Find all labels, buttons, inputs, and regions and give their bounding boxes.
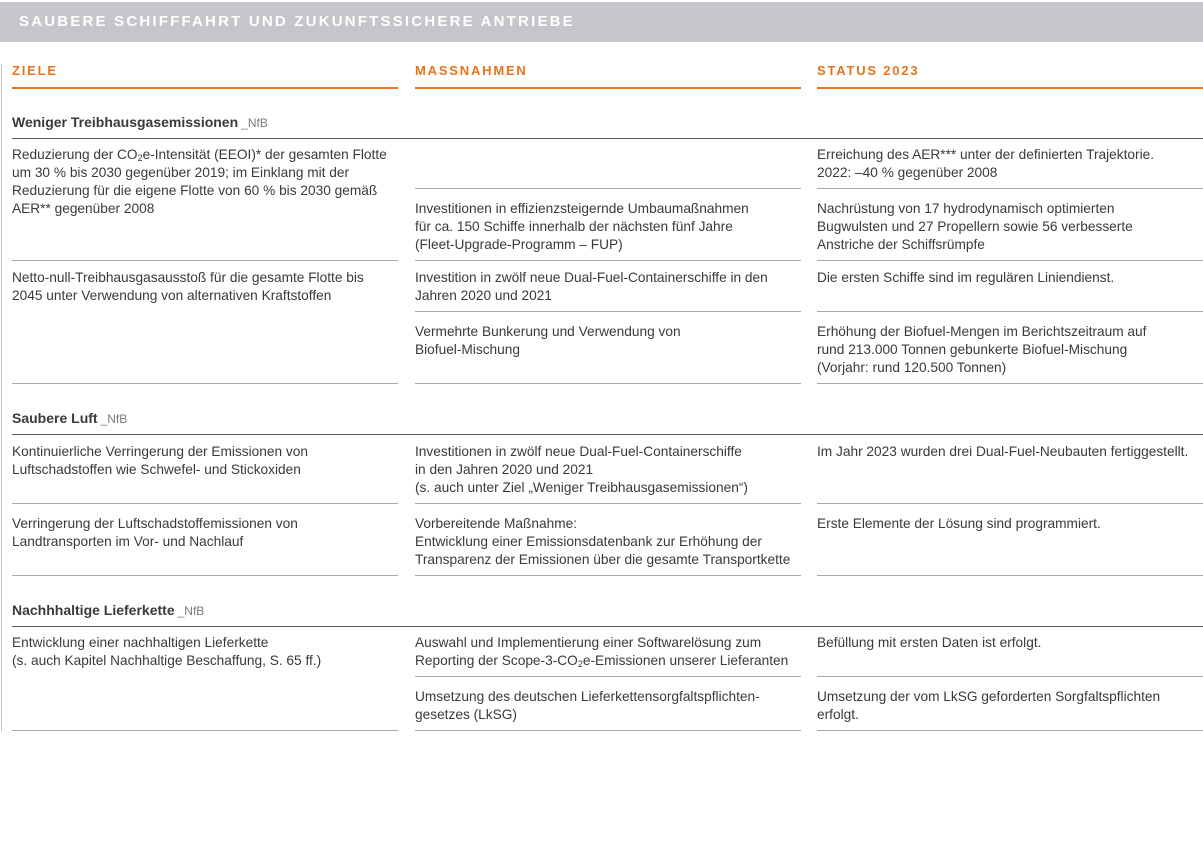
row-rule [817, 730, 1203, 731]
goal-net-zero: Netto-null-Treibhausgasausstoß für die gesamte Flotte bis 2045 unter Verwendung von alternativen Kraftstoffen [12, 270, 364, 303]
measure-biofuel: Vermehrte Bunkerung und Verwendung von Biofuel-Mischung [415, 324, 681, 357]
measure-lksg: Umsetzung des deutschen Lieferkettensorgfaltspflichten- gesetzes (LkSG) [415, 689, 760, 722]
section-rule [12, 138, 1203, 139]
header-rule-massnahmen [415, 87, 801, 89]
section-rule [12, 626, 1203, 627]
left-margin-rule [1, 64, 2, 731]
status-biofuel: Erhöhung der Biofuel-Mengen im Berichtszeitraum auf rund 213.000 Tonnen gebunkerte Biofuel-Mischung (Vorjahr: rund 120.500 Tonnen) [817, 324, 1147, 375]
column-header-ziele: ZIELE [12, 63, 58, 78]
row-rule [415, 575, 801, 576]
row-rule [415, 730, 801, 731]
section-rule [12, 434, 1203, 435]
row-rule [415, 503, 801, 504]
measure-dual-fuel: Investition in zwölf neue Dual-Fuel-Containerschiffe in den Jahren 2020 und 2021 [415, 270, 768, 303]
row-rule [817, 575, 1203, 576]
goal-supply-chain: Entwicklung einer nachhaltigen Lieferkette (s. auch Kapitel Nachhaltige Beschaffung, S. 65 ff.) [12, 635, 322, 668]
status-retrofit: Nachrüstung von 17 hydrodynamisch optimierten Bugwulsten und 27 Propellern sowie 56 verbesserte Anstriche der Schiffsrümpfe [817, 201, 1133, 252]
nfb-tag: _NfB [100, 412, 128, 426]
measure-dual-fuel-ships: Investitionen in zwölf neue Dual-Fuel-Containerschiffe in den Jahren 2020 und 2021 (s. auch unter Ziel „Weniger Treibhausgasemissionen“) [415, 444, 748, 495]
row-rule [817, 188, 1203, 189]
row-rule [12, 730, 398, 731]
row-rule [415, 311, 801, 312]
section-title-lieferkette: Nachhhaltige Lieferkette _NfB [12, 602, 205, 618]
measure-emission-database: Vorbereitende Maßnahme: Entwicklung einer Emissionsdatenbank zur Erhöhung der Transparenz der Emissionen über die gesamte Transportkette [415, 516, 791, 567]
header-rule-status [817, 87, 1203, 89]
row-rule [415, 383, 801, 384]
section-title-treibhausgas: Weniger Treibhausgasemissionen _NfB [12, 114, 268, 130]
nfb-tag: _NfB [177, 604, 205, 618]
row-rule [415, 260, 801, 261]
row-rule [12, 260, 398, 261]
status-data-filled: Befüllung mit ersten Daten ist erfolgt. [817, 635, 1042, 650]
status-liniendienst: Die ersten Schiffe sind im regulären Liniendienst. [817, 270, 1115, 285]
column-header-massnahmen: MASSNAHMEN [415, 63, 528, 78]
banner-title: SAUBERE SCHIFFFAHRT UND ZUKUNFTSSICHERE ANTRIEBE [19, 13, 575, 30]
row-rule [12, 575, 398, 576]
row-rule [817, 503, 1203, 504]
row-rule [415, 676, 801, 677]
status-dual-fuel-newbuilds: Im Jahr 2023 wurden drei Dual-Fuel-Neubauten fertiggestellt. [817, 444, 1189, 459]
status-lksg: Umsetzung der vom LkSG geforderten Sorgfaltspflichten erfolgt. [817, 689, 1161, 722]
row-rule [415, 188, 801, 189]
goal-land-transport: Verringerung der Luftschadstoffemissionen von Landtransporten im Vor- und Nachlauf [12, 516, 298, 549]
section-title-saubere-luft: Saubere Luft _NfB [12, 410, 128, 426]
row-rule [817, 311, 1203, 312]
row-rule [817, 260, 1203, 261]
goal-emissions-reduction: Kontinuierliche Verringerung der Emissionen von Luftschadstoffen wie Schwefel- und Stickoxiden [12, 444, 308, 477]
measure-fleet-upgrade: Investitionen in effizienzsteigernde Umbaumaßnahmen für ca. 150 Schiffe innerhalb der nächsten fünf Jahre (Fleet-Upgrade-Programm – FUP) [415, 201, 749, 252]
section-banner [0, 2, 1203, 42]
goal-co2-intensity: Reduzierung der $CO_2e$-Intensität (EEOI)* der gesamten Flotte um 30 % bis 2030 gegenüber 2019; im Einklang mit der Reduzierung für die eigene Flotte von 60 % bis 2030 gemäß AER** gegenüber 2008 [12, 147, 387, 216]
header-rule-ziele [12, 87, 398, 89]
row-rule [817, 676, 1203, 677]
row-rule [12, 503, 398, 504]
status-solution-programmed: Erste Elemente der Lösung sind programmiert. [817, 516, 1101, 531]
nfb-tag: _NfB [241, 116, 268, 130]
status-aer: Erreichung des AER*** unter der definierten Trajektorie. 2022: –40 % gegenüber 2008 [817, 147, 1155, 180]
row-rule [817, 383, 1203, 384]
measure-software-solution: Auswahl und Implementierung einer Softwarelösung zum Reporting der Scope-$3-CO_2e$-Emissionen unserer Lieferanten [415, 635, 789, 669]
row-rule [12, 383, 398, 384]
column-header-status: STATUS 2023 [817, 63, 920, 78]
